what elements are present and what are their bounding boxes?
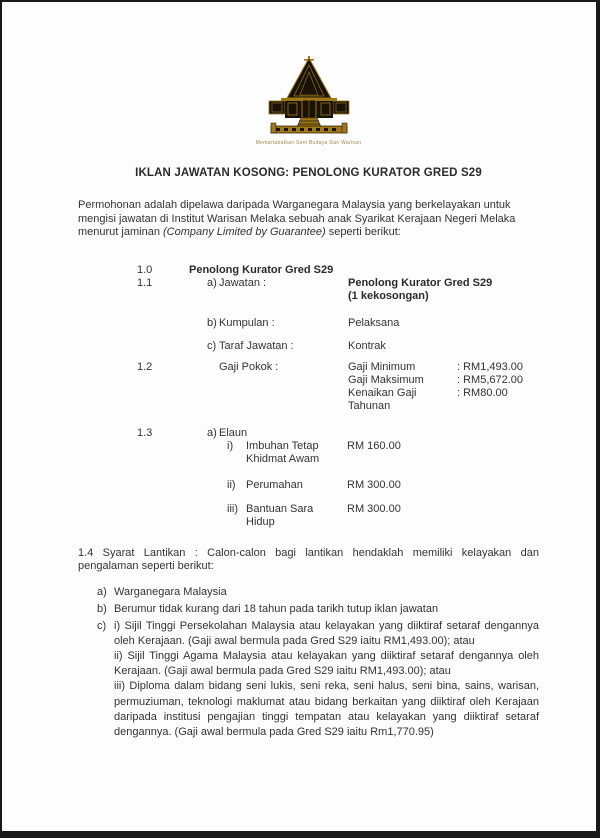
qualification-item: i) Sijil Tinggi Persekolahan Malaysia atau kelayakan yang diiktiraf setaraf dengannya oleh Kerajaan. (Gaji awal bermula pada Gred S29 iaitu RM1,493.00); atau bbox=[114, 619, 539, 647]
elaun-label-line2: Hidup bbox=[246, 515, 275, 528]
qualification-block bbox=[114, 619, 539, 741]
salary-value: : RM1,493.00 bbox=[457, 360, 524, 373]
section-number: 1.3 bbox=[137, 426, 153, 439]
elaun-item bbox=[227, 440, 539, 466]
page-title: IKLAN JAWATAN KOSONG: PENOLONG KURATOR GRED S29 bbox=[135, 167, 482, 179]
section-1-2-gaji bbox=[78, 361, 539, 413]
field-label: Jawatan : bbox=[219, 276, 267, 289]
heritage-house-logo-icon bbox=[263, 56, 355, 135]
elaun-label bbox=[246, 479, 347, 492]
list-marker: c) bbox=[97, 619, 107, 632]
elaun-item bbox=[227, 503, 539, 529]
salary-table bbox=[348, 361, 539, 413]
field-label: Taraf Jawatan : bbox=[219, 339, 294, 352]
section-1-4-text: 1.4 Syarat Lantikan : Calon-calon bagi lantikan hendaklah memiliki kelayakan dan pengalaman seperti berikut: bbox=[78, 546, 539, 572]
elaun-label bbox=[246, 503, 347, 529]
elaun-amount: RM 300.00 bbox=[347, 478, 401, 491]
field-label: Gaji Pokok : bbox=[219, 360, 279, 373]
intro-text-2: seperti berikut: bbox=[325, 226, 401, 238]
elaun-amount: RM 300.00 bbox=[347, 502, 401, 515]
elaun-roman: ii) bbox=[227, 478, 236, 491]
section-1-1-jawatan bbox=[78, 277, 539, 303]
requirement-item-c bbox=[97, 619, 539, 741]
jawatan-value-line2: (1 kekosongan) bbox=[348, 289, 429, 302]
salary-row bbox=[348, 387, 539, 413]
list-marker: b) bbox=[97, 602, 107, 615]
jawatan-value-line1: Penolong Kurator Gred S29 bbox=[348, 276, 493, 289]
field-value: Kontrak bbox=[348, 339, 386, 352]
salary-key: Gaji Minimum bbox=[348, 360, 416, 373]
intro-text-1: Permohonan adalah dipelawa daripada Warganegara Malaysia yang berkelayakan untuk mengisi jawatan di Institut Warisan Melaka sebuah anak Syarikat Kerajaan Negeri Melaka menurut jaminan bbox=[78, 199, 516, 238]
intro-paragraph bbox=[78, 199, 539, 240]
salary-value: : RM5,672.00 bbox=[457, 373, 524, 386]
document-page bbox=[2, 2, 596, 831]
elaun-label bbox=[246, 440, 347, 466]
qualification-item: iii) Diploma dalam bidang seni lukis, seni reka, seni halus, seni bina, sains, warisan, permuziuman, teknologi maklumat atau bidang berkaitan yang diiktiraf oleh Kerajaan daripada institusi pengajian tinggi tempatan atau kelayakan yang diiktiraf setaraf dengannya. (Gaji awal bermula pada Gred S29 iaitu Rm1,770.95) bbox=[114, 680, 539, 738]
elaun-roman: i) bbox=[227, 439, 234, 452]
section-heading: Penolong Kurator Gred S29 bbox=[189, 263, 334, 276]
requirement-item bbox=[97, 585, 539, 600]
section-1-1-taraf bbox=[78, 340, 539, 353]
elaun-label-line1: Perumahan bbox=[246, 478, 303, 491]
section-number: 1.0 bbox=[137, 263, 153, 276]
elaun-amount: RM 160.00 bbox=[347, 439, 401, 452]
salary-value: : RM80.00 bbox=[457, 386, 508, 399]
salary-row bbox=[348, 374, 539, 387]
elaun-label-line2: Khidmat Awam bbox=[246, 452, 320, 465]
requirement-text: Warganegara Malaysia bbox=[114, 585, 227, 598]
item-marker: c) bbox=[207, 339, 217, 352]
section-1-0 bbox=[78, 264, 539, 277]
qualification-item: ii) Sijil Tinggi Agama Malaysia atau kelayakan yang diiktiraf setaraf dengannya oleh Kerajaan. (Gaji awal bermula pada Gred S29 iaitu RM1,493.00); atau bbox=[114, 649, 539, 678]
elaun-label-line1: Imbuhan Tetap bbox=[246, 439, 319, 452]
field-value: Pelaksana bbox=[348, 316, 400, 329]
salary-key: Gaji Maksimum bbox=[348, 373, 424, 386]
list-marker: a) bbox=[97, 585, 107, 598]
elaun-roman: iii) bbox=[227, 502, 238, 515]
section-1-3-elaun bbox=[78, 427, 539, 440]
field-value bbox=[348, 277, 539, 303]
requirement-text: Berumur tidak kurang dari 18 tahun pada tarikh tutup iklan jawatan bbox=[114, 602, 439, 615]
section-number: 1.1 bbox=[137, 276, 153, 289]
elaun-label-line1: Bantuan Sara bbox=[246, 502, 314, 515]
intro-italic-text: (Company Limited by Guarantee) bbox=[163, 226, 326, 238]
salary-row bbox=[348, 361, 539, 374]
salary-key: Kenaikan Gaji Tahunan bbox=[348, 386, 417, 412]
elaun-item bbox=[227, 479, 539, 492]
item-marker: a) bbox=[207, 426, 217, 439]
section-1-1-kumpulan bbox=[78, 317, 539, 330]
field-label: Kumpulan : bbox=[219, 316, 275, 329]
logo-caption: Memartabatkan Seni Budaya Dan Warisan bbox=[255, 140, 362, 146]
requirement-item bbox=[97, 602, 539, 617]
item-marker: a) bbox=[207, 276, 217, 289]
logo-container bbox=[78, 56, 539, 139]
section-number: 1.2 bbox=[137, 360, 153, 373]
field-label: Elaun bbox=[219, 426, 248, 439]
item-marker: b) bbox=[207, 316, 217, 329]
